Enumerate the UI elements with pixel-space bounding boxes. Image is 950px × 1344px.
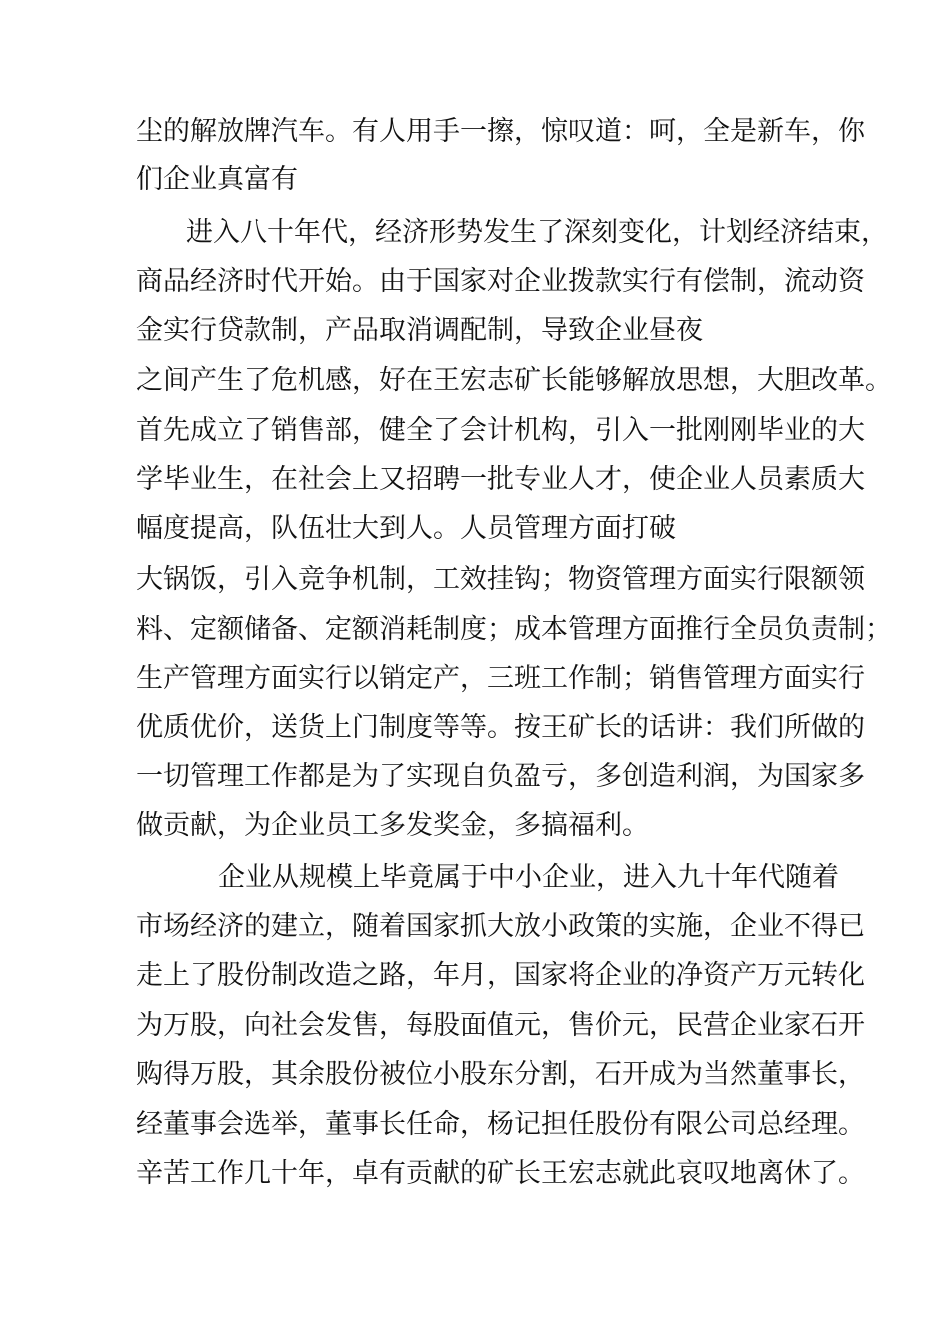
text-line-10: 大锅饭，引入竞争机制，工效挂钩；物资管理方面实行限额领 xyxy=(136,564,865,595)
text-line-7: 首先成立了销售部，健全了会计机构，引入一批刚刚毕业的大 xyxy=(136,415,865,446)
text-line-19: 为万股，向社会发售，每股面值元，售价元，民营企业家石开 xyxy=(136,1010,865,1041)
text-line-12: 生产管理方面实行以销定产，三班工作制；销售管理方面实行 xyxy=(136,663,865,694)
text-line-5: 金实行贷款制，产品取消调配制，导致企业昼夜 xyxy=(136,315,703,346)
text-line-6: 之间产生了危机感，好在王宏志矿长能够解放思想，大胆改革。 xyxy=(136,365,892,396)
text-line-9: 幅度提高，队伍壮大到人。人员管理方面打破 xyxy=(136,513,676,544)
text-line-4: 商品经济时代开始。由于国家对企业拨款实行有偿制，流动资 xyxy=(136,266,865,297)
text-line-21: 经董事会选举，董事长任命，杨记担任股份有限公司总经理。 xyxy=(136,1109,865,1140)
text-line-17: 市场经济的建立，随着国家抓大放小政策的实施，企业不得已 xyxy=(136,911,865,942)
paragraph-start-line-2: 企业从规模上毕竟属于中小企业，进入九十年代随着 xyxy=(218,862,839,893)
text-line-14: 一切管理工作都是为了实现自负盈亏，多创造利润，为国家多 xyxy=(136,761,865,792)
text-line-1: 尘的解放牌汽车。有人用手一擦，惊叹道：呵，全是新车，你 xyxy=(136,116,865,147)
paragraph-start-line: 进入八十年代，经济形势发生了深刻变化，计划经济结束， xyxy=(186,217,888,248)
text-line-20: 购得万股，其余股份被位小股东分割，石开成为当然董事长， xyxy=(136,1059,865,1090)
text-line-15: 做贡献，为企业员工多发奖金，多搞福利。 xyxy=(136,810,649,841)
text-line-11: 料、定额储备、定额消耗制度；成本管理方面推行全员负责制； xyxy=(136,614,892,645)
text-line-22: 辛苦工作几十年，卓有贡献的矿长王宏志就此哀叹地离休了。 xyxy=(136,1158,865,1189)
text-line-2: 们企业真富有 xyxy=(136,164,298,195)
text-line-18: 走上了股份制改造之路，年月，国家将企业的净资产万元转化 xyxy=(136,960,865,991)
text-line-8: 学毕业生，在社会上又招聘一批专业人才，使企业人员素质大 xyxy=(136,464,865,495)
text-line-13: 优质优价，送货上门制度等等。按王矿长的话讲：我们所做的 xyxy=(136,712,865,743)
